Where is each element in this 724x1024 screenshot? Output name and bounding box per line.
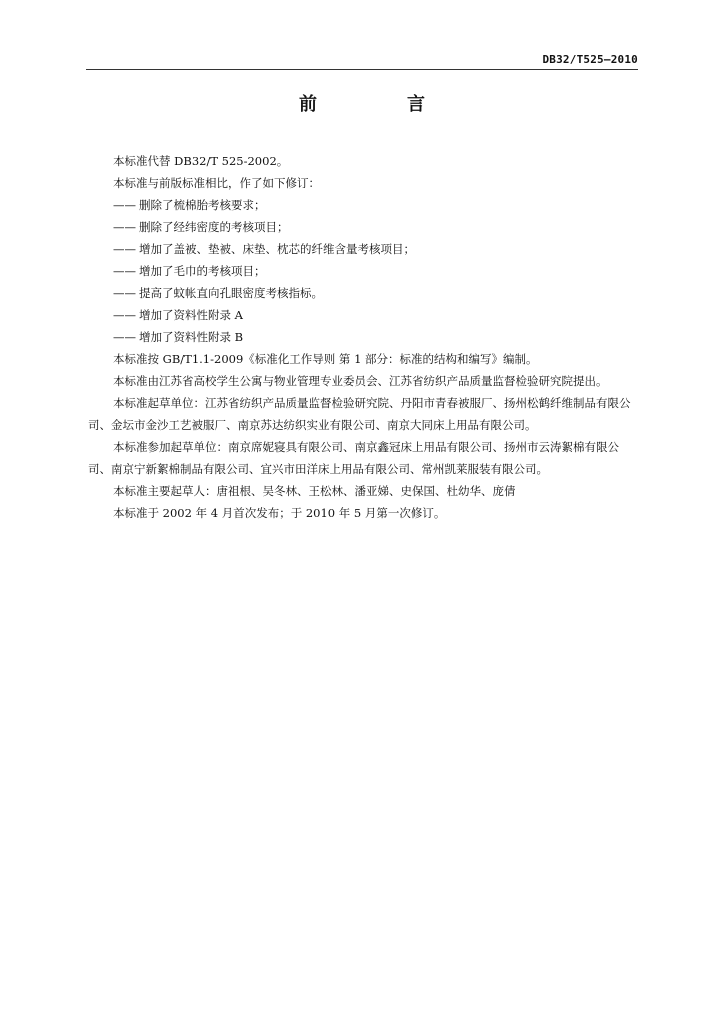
header-rule xyxy=(86,69,638,70)
change-text: 增加了毛巾的考核项目； xyxy=(139,264,266,278)
change-text: 提高了蚊帐直向孔眼密度考核指标。 xyxy=(139,286,323,300)
paragraph-drafting-units: 本标准起草单位：江苏省纺织产品质量监督检验研究院、丹阳市青春被服厂、扬州松鹤纤维制品有限公司、金坛市金沙工艺被服厂、南京苏达纺织实业有限公司、南京大同床上用品有限公司。 xyxy=(88,396,631,432)
paragraph-drafting-rules: 本标准按 GB/T1.1-2009《标准化工作导则 第 1 部分：标准的结构和编写》编制。 xyxy=(113,352,538,366)
paragraph-proposer: 本标准由江苏省高校学生公寓与物业管理专业委员会、江苏省纺织产品质量监督检验研究院提出。 xyxy=(113,374,608,388)
dash-mark: —— xyxy=(113,220,136,234)
paragraph-replaces: 本标准代替 DB32/T 525-2002。 xyxy=(113,154,289,168)
change-item xyxy=(88,216,638,238)
change-item xyxy=(88,282,638,304)
paragraph-participating-units: 本标准参加起草单位：南京席妮寝具有限公司、南京鑫冠床上用品有限公司、扬州市云涛絮棉有限公司、南京宁新絮棉制品有限公司、宜兴市田洋床上用品有限公司、常州凯莱服装有限公司。 xyxy=(88,440,619,476)
change-text: 删除了梳棉胎考核要求； xyxy=(139,198,266,212)
document-code: DB32/T525—2010 xyxy=(542,53,638,66)
change-item xyxy=(88,304,638,326)
change-item xyxy=(88,194,638,216)
page-title: 前 言 xyxy=(299,94,461,115)
dash-mark: —— xyxy=(113,308,136,322)
change-item xyxy=(88,238,638,260)
change-text: 增加了资料性附录 A xyxy=(139,308,243,322)
dash-mark: —— xyxy=(113,286,136,300)
dash-mark: —— xyxy=(113,264,136,278)
dash-mark: —— xyxy=(113,198,136,212)
change-item xyxy=(88,326,638,348)
paragraph-drafters: 本标准主要起草人：唐祖根、吴冬林、王松林、潘亚娣、史保国、杜幼华、庞倩 xyxy=(113,484,516,498)
dash-mark: —— xyxy=(113,330,136,344)
paragraph-revisions-intro: 本标准与前版标准相比，作了如下修订： xyxy=(113,176,320,190)
dash-mark: —— xyxy=(113,242,136,256)
change-text: 增加了资料性附录 B xyxy=(139,330,244,344)
paragraph-publication-history: 本标准于 2002 年 4 月首次发布；于 2010 年 5 月第一次修订。 xyxy=(113,506,446,520)
change-text: 删除了经纬密度的考核项目； xyxy=(139,220,289,234)
document-body xyxy=(88,150,638,524)
change-item xyxy=(88,260,638,282)
change-text: 增加了盖被、垫被、床垫、枕芯的纤维含量考核项目； xyxy=(139,242,415,256)
